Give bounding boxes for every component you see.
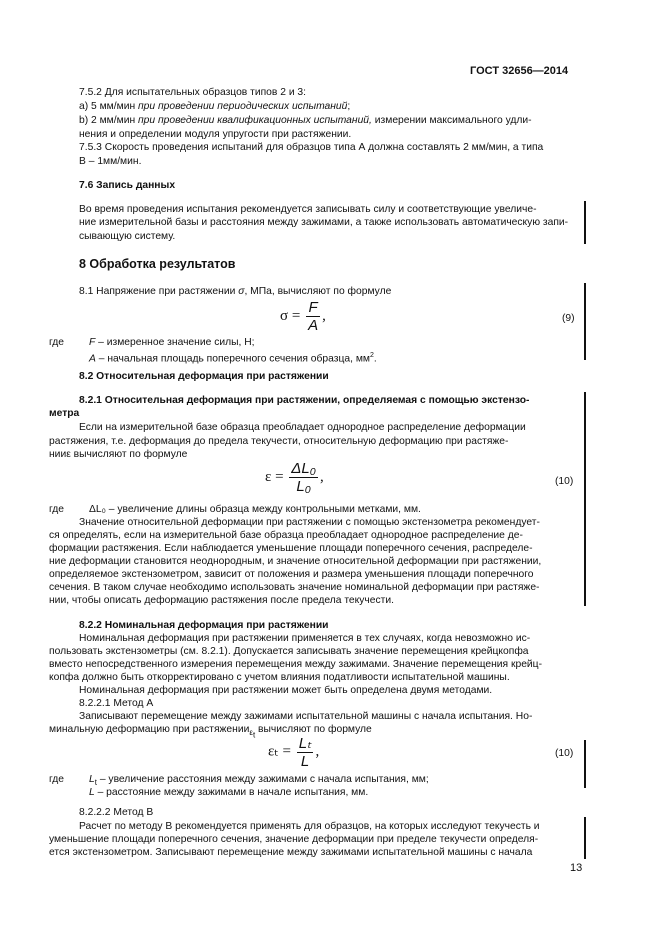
text-line: F – измеренное значение силы, Н; bbox=[89, 337, 255, 348]
change-bar bbox=[584, 283, 586, 360]
formula-10a: ε = $\frac{\text{ΔL₀}}{\text{L₀}}$ , bbox=[265, 460, 324, 495]
section-heading: 8.2 Относительная деформация при растяжении bbox=[79, 371, 329, 382]
text-line: 8.1 Напряжение при растяжении σ, МПа, вычисляют по формуле bbox=[79, 286, 392, 297]
text-line: ется экстензометром. Записывают перемещение между зажимами испытательной машины с начала bbox=[49, 847, 533, 858]
where-label: где bbox=[49, 337, 65, 348]
text-line: В – 1мм/мин. bbox=[79, 156, 142, 167]
text-line: Во время проведения испытания рекомендуется записывать силу и соответствующие увеличе- bbox=[79, 204, 537, 215]
change-bar bbox=[584, 740, 586, 788]
where-label: где bbox=[49, 774, 65, 785]
text-line: ние измерительной базы и расстояния между зажимами, а также использовать автоматическую запи- bbox=[79, 217, 569, 228]
equation-number: (9) bbox=[562, 313, 575, 324]
text-line: сечения. В таком случае необходимо использовать значение номинальной деформации при растяже- bbox=[49, 582, 540, 593]
formula-9: σ = $\frac{F}{A}$ , bbox=[280, 299, 326, 334]
text-line: 8.2.2.2 Метод В bbox=[79, 807, 154, 818]
text-line: L – расстояние между зажимами в начале испытания, мм. bbox=[89, 787, 369, 798]
text-line: ние деформации становится неоднородным, и значение относительной деформации при растяжении, bbox=[49, 556, 542, 567]
where-label: где bbox=[49, 504, 65, 515]
section-heading: метра bbox=[49, 408, 80, 419]
text-line: нения и определении модуля упругости при растяжении. bbox=[79, 129, 352, 140]
equation-number: (10) bbox=[555, 476, 574, 487]
text-line: сывающую систему. bbox=[79, 231, 176, 242]
text-line: 8.2.2.1 Метод А bbox=[79, 698, 154, 709]
text-line: вместо непосредственного измерения перемещения между зажимами. Значение перемещения крейц- bbox=[49, 659, 543, 670]
text-line: Если на измерительной базе образца преобладает однородное распределение деформации bbox=[79, 422, 526, 433]
section-heading: 7.6 Запись данных bbox=[79, 180, 176, 191]
change-bar bbox=[584, 817, 586, 859]
text-line: Расчет по методу В рекомендуется применять для образцов, на которых исследуют текучесть и bbox=[79, 821, 540, 832]
text-line: определяемое экстензометром, зависит от положения и размера уменьшения площади поперечного bbox=[49, 569, 534, 580]
document-header: ГОСТ 32656—2014 bbox=[470, 65, 569, 77]
text-line: Значение относительной деформации при растяжении с помощью экстензометра рекомендует- bbox=[79, 517, 540, 528]
change-bar bbox=[584, 392, 586, 606]
text-line: Записывают перемещение между зажимами испытательной машины с начала испытания. Но- bbox=[79, 711, 533, 722]
text-line: минальную деформацию при растяжении$_{\varepsilon_t}$ вычисляют по формуле bbox=[49, 724, 372, 740]
text-line: A – начальная площадь поперечного сечения образца, $мм^2$. bbox=[89, 352, 377, 365]
change-bar bbox=[584, 201, 586, 244]
text-line: 7.5.3 Скорость проведения испытаний для образцов типа А должна составлять 2 мм/мин, а типа bbox=[79, 142, 544, 153]
text-line: пользовать экстензометры (см. 8.2.1). Допускается записывать значение перемещения крейцкопфа bbox=[49, 646, 529, 657]
text-line: a) 5 мм/мин при проведении периодических испытаний; bbox=[79, 101, 351, 112]
section-heading: 8.2.2 Номинальная деформация при растяжении bbox=[79, 620, 329, 631]
text-line: растяжения, т.е. деформация до предела текучести, относительную деформацию при растяже- bbox=[49, 436, 509, 447]
text-line: уменьшение площади поперечного сечения, значение деформации при пределе текучести определя- bbox=[49, 834, 539, 845]
text-line: 7.5.2 Для испытательных образцов типов 2 и 3: bbox=[79, 87, 307, 98]
text-line: Номинальная деформация при растяжении может быть определена двумя методами. bbox=[79, 685, 493, 696]
text-line: ся определять, если на измерительной базе образца преобладает однородное распределение де- bbox=[49, 530, 523, 541]
text-line: Номинальная деформация при растяжении применяется в тех случаях, когда невозможно ис- bbox=[79, 633, 531, 644]
equation-number: (10) bbox=[555, 748, 574, 759]
chapter-heading: 8 Обработка результатов bbox=[79, 257, 236, 271]
text-line: нииε вычисляют по формуле bbox=[49, 449, 188, 460]
text-line: ΔL₀ – увеличение длины образца между контрольными метками, мм. bbox=[89, 504, 421, 515]
text-line: формации растяжения. Если наблюдается уменьшение площади поперечного сечения, распределе- bbox=[49, 543, 533, 554]
text-line: копфа должно быть откорректировано с учетом влияния податливости испытательной машины. bbox=[49, 672, 510, 683]
formula-10b: εₜ = $\frac{\text{Lₜ}}{L}$ , bbox=[268, 735, 320, 770]
section-heading: 8.2.1 Относительная деформация при растяжении, определяемая с помощью экстензо- bbox=[79, 395, 530, 406]
text-line: b) 2 мм/мин при проведении квалификационных испытаний, измерении максимального удли- bbox=[79, 115, 532, 126]
text-line: нии, чтобы описать деформацию растяжения после предела текучести. bbox=[49, 595, 394, 606]
text-line: $L_t$ – увеличение расстояния между зажимами с начала испытания, мм; bbox=[89, 774, 429, 788]
page-number: 13 bbox=[570, 862, 583, 874]
